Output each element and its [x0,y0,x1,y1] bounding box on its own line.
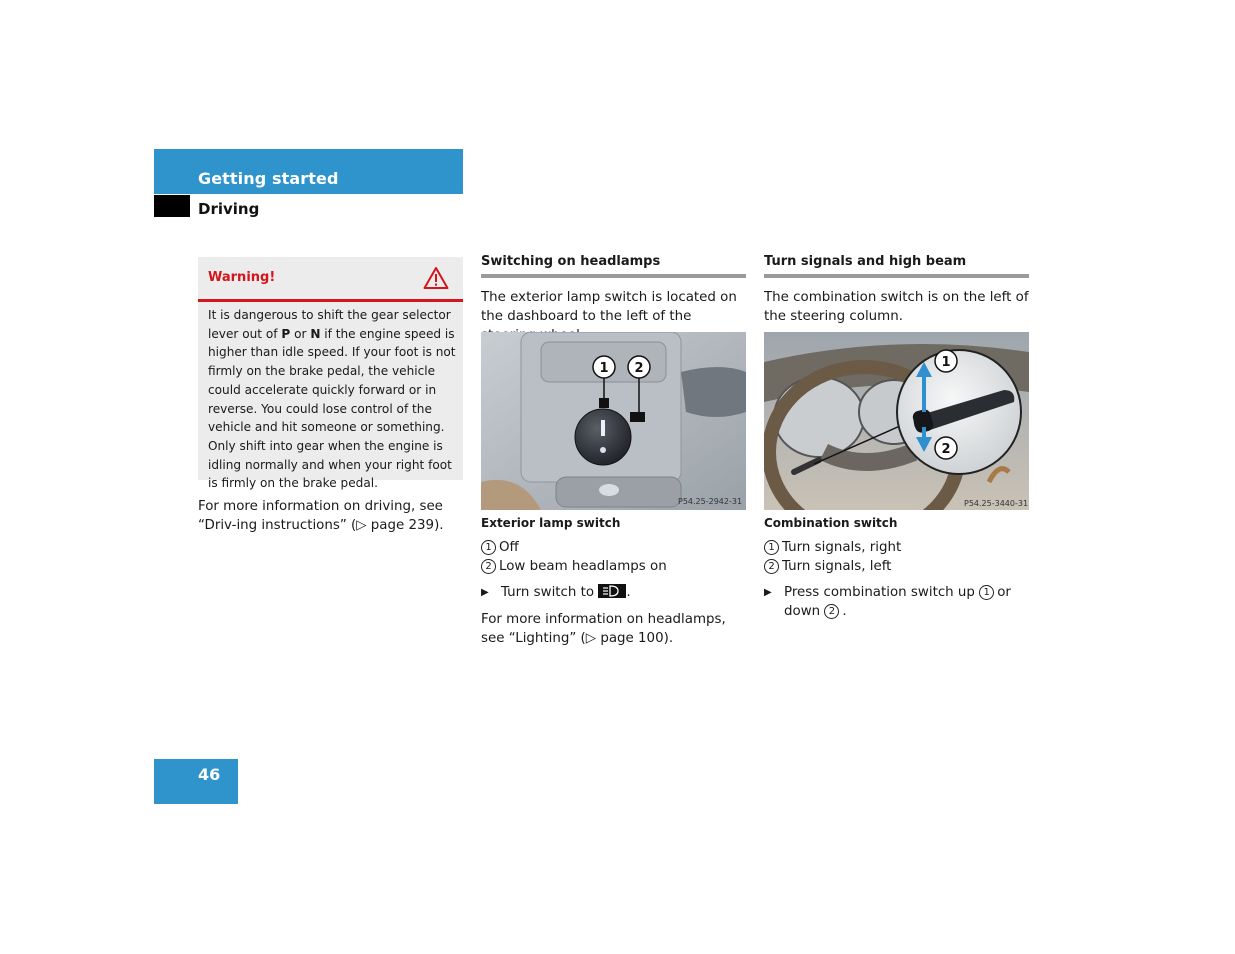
svg-text:1: 1 [941,355,951,370]
warning-triangle-icon [423,266,449,290]
svg-text:1: 1 [599,361,609,376]
svg-text:2: 2 [634,361,644,376]
chapter-title: Getting started [198,169,339,188]
exterior-lamp-switch-image [481,332,746,510]
turn-signals-legend [764,538,1032,576]
page-number-box [154,759,238,804]
bullet-arrow-icon: ▶ [481,587,489,598]
turn-signals-caption: Combination switch [764,516,898,530]
legend-item: 1 Off [481,538,749,557]
svg-text:2: 2 [941,442,951,457]
headlamps-caption: Exterior lamp switch [481,516,621,530]
turn-signals-instruction: ▶ Press combination switch up 1 or down 2 . [764,585,1011,619]
warning-label: Warning! [208,270,276,285]
gear-n: N [310,326,321,341]
turn-signals-intro: The combination switch is on the left of the steering column. [764,290,1029,324]
bullet-arrow-icon: ▶ [764,587,772,598]
page-number: 46 [198,765,221,784]
turn-signals-heading: Turn signals and high beam [764,254,1029,278]
section-marker [154,195,190,217]
headlamps-heading: Switching on headlamps [481,254,746,278]
section-title: Driving [198,200,260,218]
warning-text: It is dangerous to shift the gear selector lever out of P or N if the engine speed is higher than idle speed. If your foot is not firmly on the brake pedal, the vehicle could accelerate quickly forward or in reverse. You could lose control of the vehicle and hit someone or something. Only shift into gear when the engine is idling normally and when your right foot is firmly on the brake pedal. [208,308,456,491]
combination-image-code: P54.25-3440-31 [964,499,1029,508]
headlamp-image-code: P54.25-2942-31 [678,497,743,506]
legend-item: 1 Turn signals, right [764,538,1032,557]
combination-switch-image [764,332,1029,510]
headlamps-intro: The exterior lamp switch is located on the dashboard to the left of the [481,290,737,324]
headlamp-icon [598,584,626,598]
driving-more-info: For more information on driving, see “Driv-ing instructions” (▷ page 239). [198,499,444,533]
headlamps-instruction: ▶ Turn switch to . [481,585,631,600]
legend-item: 2 Low beam headlamps on [481,557,749,576]
headlamps-legend [481,538,749,576]
gear-p: P [281,326,291,341]
headlamps-more-info: For more information on headlamps, see “Lighting” (▷ page 100). [481,612,726,646]
legend-item: 2 Turn signals, left [764,557,1032,576]
